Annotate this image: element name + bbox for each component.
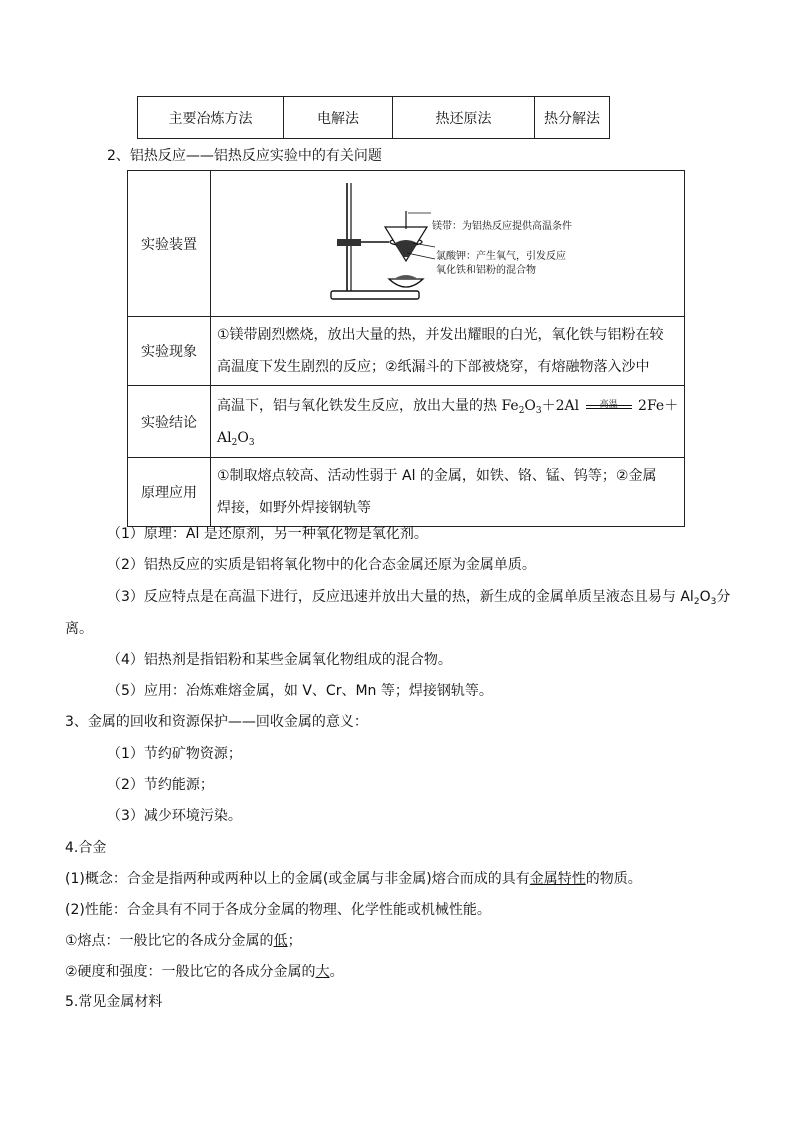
concept-underlined: 金属特性 [529, 871, 586, 887]
hardness-underlined: 大 [315, 964, 330, 980]
note-3-cont: 离。 [65, 621, 93, 637]
methods-cell: 电解法 [284, 97, 393, 139]
eq-fe: Fe [501, 397, 519, 414]
application-line: ①制取熔点较高、活动性弱于 Al 的金属，如铁、铬、锰、钨等；②金属 [217, 468, 657, 484]
mixture-label: 氧化铁和铝粉的混合物 [436, 265, 536, 276]
equation-line2 [217, 422, 678, 454]
section3-item: （2）节约能源； [107, 777, 214, 793]
section4-title: 4.合金 [65, 840, 107, 856]
note-3 [107, 588, 730, 606]
phenomenon-label: 实验现象 [128, 317, 211, 386]
note-1: （1）原理：Al 是还原剂，另一种氧化物是氧化剂。 [107, 526, 428, 542]
note-4: （4）铝热剂是指铝粉和某些金属氧化物组成的混合物。 [107, 652, 452, 668]
conclusion-label: 实验结论 [128, 386, 211, 458]
section3-item: （3）减少环境污染。 [107, 808, 242, 824]
eq-sub: 2 [231, 437, 238, 448]
section5-title: 5.常见金属材料 [65, 994, 163, 1010]
mp-underlined: 低 [273, 933, 288, 949]
section3-title: 3、金属的回收和资源保护——回收金属的意义： [65, 714, 368, 730]
concept-tail: 的物质。 [585, 871, 642, 887]
kclo3-label: 氯酸钾：产生氧气，引发反应 [436, 251, 566, 262]
mp-tail: ； [287, 933, 302, 949]
note-sub: 3 [710, 597, 717, 607]
hardness [65, 963, 344, 981]
alloy-concept [65, 870, 642, 888]
conclusion-line [217, 390, 678, 422]
reaction-condition [584, 397, 634, 415]
eq-sub: 2 [518, 405, 525, 416]
eq-o: O [524, 397, 536, 414]
conclusion-cell [211, 386, 685, 458]
eq-product-fe: 2Fe＋ [638, 397, 679, 414]
methods-cell: 热分解法 [535, 97, 610, 139]
conclusion-text: 高温下，铝与氧化铁发生反应，放出大量的热 [217, 397, 497, 414]
alloy-property: (2)性能：合金具有不同于各成分金属的物理、化学性能或机械性能。 [65, 902, 491, 918]
application-label: 原理应用 [128, 458, 211, 527]
phenomenon-cell [211, 317, 685, 386]
application-line: 焊接，如野外焊接钢轨等 [217, 500, 371, 516]
apparatus-label: 实验装置 [128, 171, 211, 317]
phenomenon-line: ①镁带剧烈燃烧，放出大量的热，并发出耀眼的白光，氧化铁与铝粉在较 [217, 327, 664, 343]
section2-title: 2、铝热反应——铝热反应实验中的有关问题 [107, 148, 382, 164]
concept-text: (1)概念：合金是指两种或两种以上的金属(或金属与非金属)熔合而成的具有 [65, 871, 530, 887]
section3-item: （1）节约矿物资源； [107, 746, 242, 762]
condition-text: 高温 [599, 399, 618, 410]
melting-point [65, 932, 302, 950]
note-3-tail: 分 [716, 589, 731, 605]
mp-text: ①熔点：一般比它的各成分金属的 [65, 933, 274, 949]
eq-sub: 3 [535, 405, 542, 416]
hardness-tail: 。 [329, 964, 344, 980]
note-sub: 2 [693, 597, 700, 607]
apparatus-cell [211, 171, 685, 317]
eq-o: O [237, 429, 249, 446]
eq-al2o3: Al [217, 429, 232, 446]
experiment-table [127, 170, 685, 527]
note-o: O [699, 589, 711, 605]
eq-al: ＋2Al [541, 397, 580, 414]
hardness-text: ②硬度和强度：一般比它的各成分金属的 [65, 964, 316, 980]
eq-sub: 3 [248, 437, 255, 448]
note-3-text: （3）反应特点是在高温下进行，反应迅速并放出大量的热，新生成的金属单质呈液态且易与 Al [107, 589, 694, 605]
mg-ribbon-label: 镁带：为铝热反应提供高温条件 [432, 221, 572, 232]
methods-table [137, 96, 610, 139]
equation [501, 398, 678, 414]
note-2: （2）铝热反应的实质是铝将氧化物中的化合态金属还原为金属单质。 [107, 557, 536, 573]
methods-cell: 热还原法 [393, 97, 535, 139]
methods-cell: 主要冶炼方法 [138, 97, 284, 139]
phenomenon-line: 高温度下发生剧烈的反应；②纸漏斗的下部被烧穿，有熔融物落入沙中 [217, 359, 650, 375]
application-cell [211, 458, 685, 527]
note-5: （5）应用：冶炼难熔金属，如 V、Cr、Mn 等；焊接钢轨等。 [107, 683, 493, 699]
